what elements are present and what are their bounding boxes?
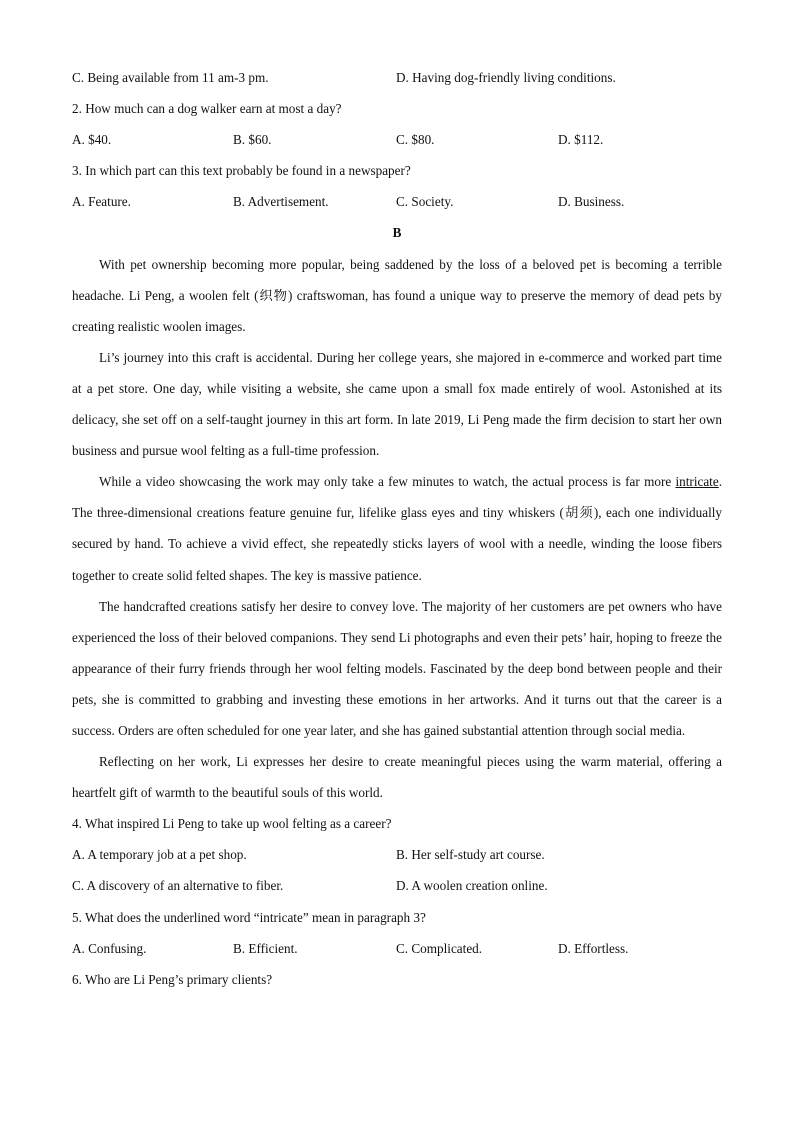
paragraph-3-text-start: While a video showcasing the work may only take a few minutes to watch, the actual process is far more	[99, 474, 676, 490]
q5-option-b[interactable]: B. Efficient.	[233, 940, 298, 956]
q5-options-row	[72, 933, 722, 964]
q1-options-row-cd	[72, 62, 722, 93]
q1-option-c[interactable]: C. Being available from 11 am-3 pm.	[72, 70, 269, 85]
q4-option-b[interactable]: B. Her self-study art course.	[396, 847, 545, 863]
passage-paragraph-3	[72, 466, 722, 590]
q3-options-row	[72, 186, 722, 217]
q2-options-row	[72, 124, 722, 155]
passage-paragraph-4: The handcrafted creations satisfy her desire to convey love. The majority of her customers are pet owners who have experienced the loss of their beloved companions. They send Li photographs and even their pets’ hair, hoping to freeze the appearance of their furry friends through her wool felting models. Fascinated by the deep bond between people and their pets, she is committed to grabbing and investing these emotions in her artworks. And it turns out that the career is a success. Orders are often scheduled for one year later, and she has gained substantial attention through social media.	[72, 598, 722, 738]
passage-paragraph-1: With pet ownership becoming more popular, being saddened by the loss of a beloved pet is becoming a terrible headache. Li Peng, a woolen felt (织物) craftswoman, has found a unique way to preserve the memory of dead pets by creating realistic woolen images.	[72, 256, 722, 334]
q2-option-c[interactable]: C. $80.	[396, 132, 435, 148]
q6-stem: 6. Who are Li Peng’s primary clients?	[72, 971, 273, 987]
underlined-word-intricate: intricate	[675, 474, 719, 490]
exam-page	[72, 62, 722, 995]
q5-option-a[interactable]: A. Confusing.	[72, 940, 147, 956]
q3-option-c[interactable]: C. Society.	[396, 194, 454, 210]
q4-option-d[interactable]: D. A woolen creation online.	[396, 878, 548, 894]
q2-option-b[interactable]: B. $60.	[233, 132, 272, 148]
q4-option-c[interactable]: C. A discovery of an alternative to fiber.	[72, 878, 284, 894]
passage-paragraph-2: Li’s journey into this craft is accidental. During her college years, she majored in e-commerce and worked part time at a pet store. One day, while visiting a website, she came upon a small fox made entirely of wool. Astonished at its delicacy, she set off on a self-taught journey in this art form. In late 2019, Li Peng made the firm decision to start her own business and pursue wool felting as a full-time profession.	[72, 349, 722, 459]
q3-option-b[interactable]: B. Advertisement.	[233, 194, 329, 210]
q4-options-row-ab	[72, 839, 722, 870]
q5-option-c[interactable]: C. Complicated.	[396, 940, 483, 956]
q4-stem: 4. What inspired Li Peng to take up wool felting as a career?	[72, 816, 392, 832]
q2-option-d[interactable]: D. $112.	[558, 132, 604, 148]
q4-option-a[interactable]: A. A temporary job at a pet shop.	[72, 847, 247, 863]
q4-options-row-cd	[72, 870, 722, 901]
passage-paragraph-5: Reflecting on her work, Li expresses her desire to create meaningful pieces using the warm material, offering a heartfelt gift of warmth to the beautiful souls of this world.	[72, 754, 722, 801]
q5-stem: 5. What does the underlined word “intricate” mean in paragraph 3?	[72, 909, 426, 925]
q3-stem: 3. In which part can this text probably be found in a newspaper?	[72, 163, 411, 179]
q2-stem: 2. How much can a dog walker earn at most a day?	[72, 101, 342, 117]
q3-option-d[interactable]: D. Business.	[558, 194, 625, 210]
section-label: B	[392, 225, 402, 241]
q5-option-d[interactable]: D. Effortless.	[558, 940, 629, 956]
paragraph-3-text-end: . The three-dimensional creations feature genuine fur, lifelike glass eyes and tiny whiskers (胡须), each one individually secured by hand. To achieve a vivid effect, she repeatedly sticks layers of wool with a needle, winding the loose fibers together to create solid felted shapes. The key is massive patience.	[72, 474, 722, 583]
q2-option-a[interactable]: A. $40.	[72, 132, 112, 148]
q3-option-a[interactable]: A. Feature.	[72, 194, 131, 210]
q1-option-d[interactable]: D. Having dog-friendly living conditions.	[396, 70, 616, 85]
